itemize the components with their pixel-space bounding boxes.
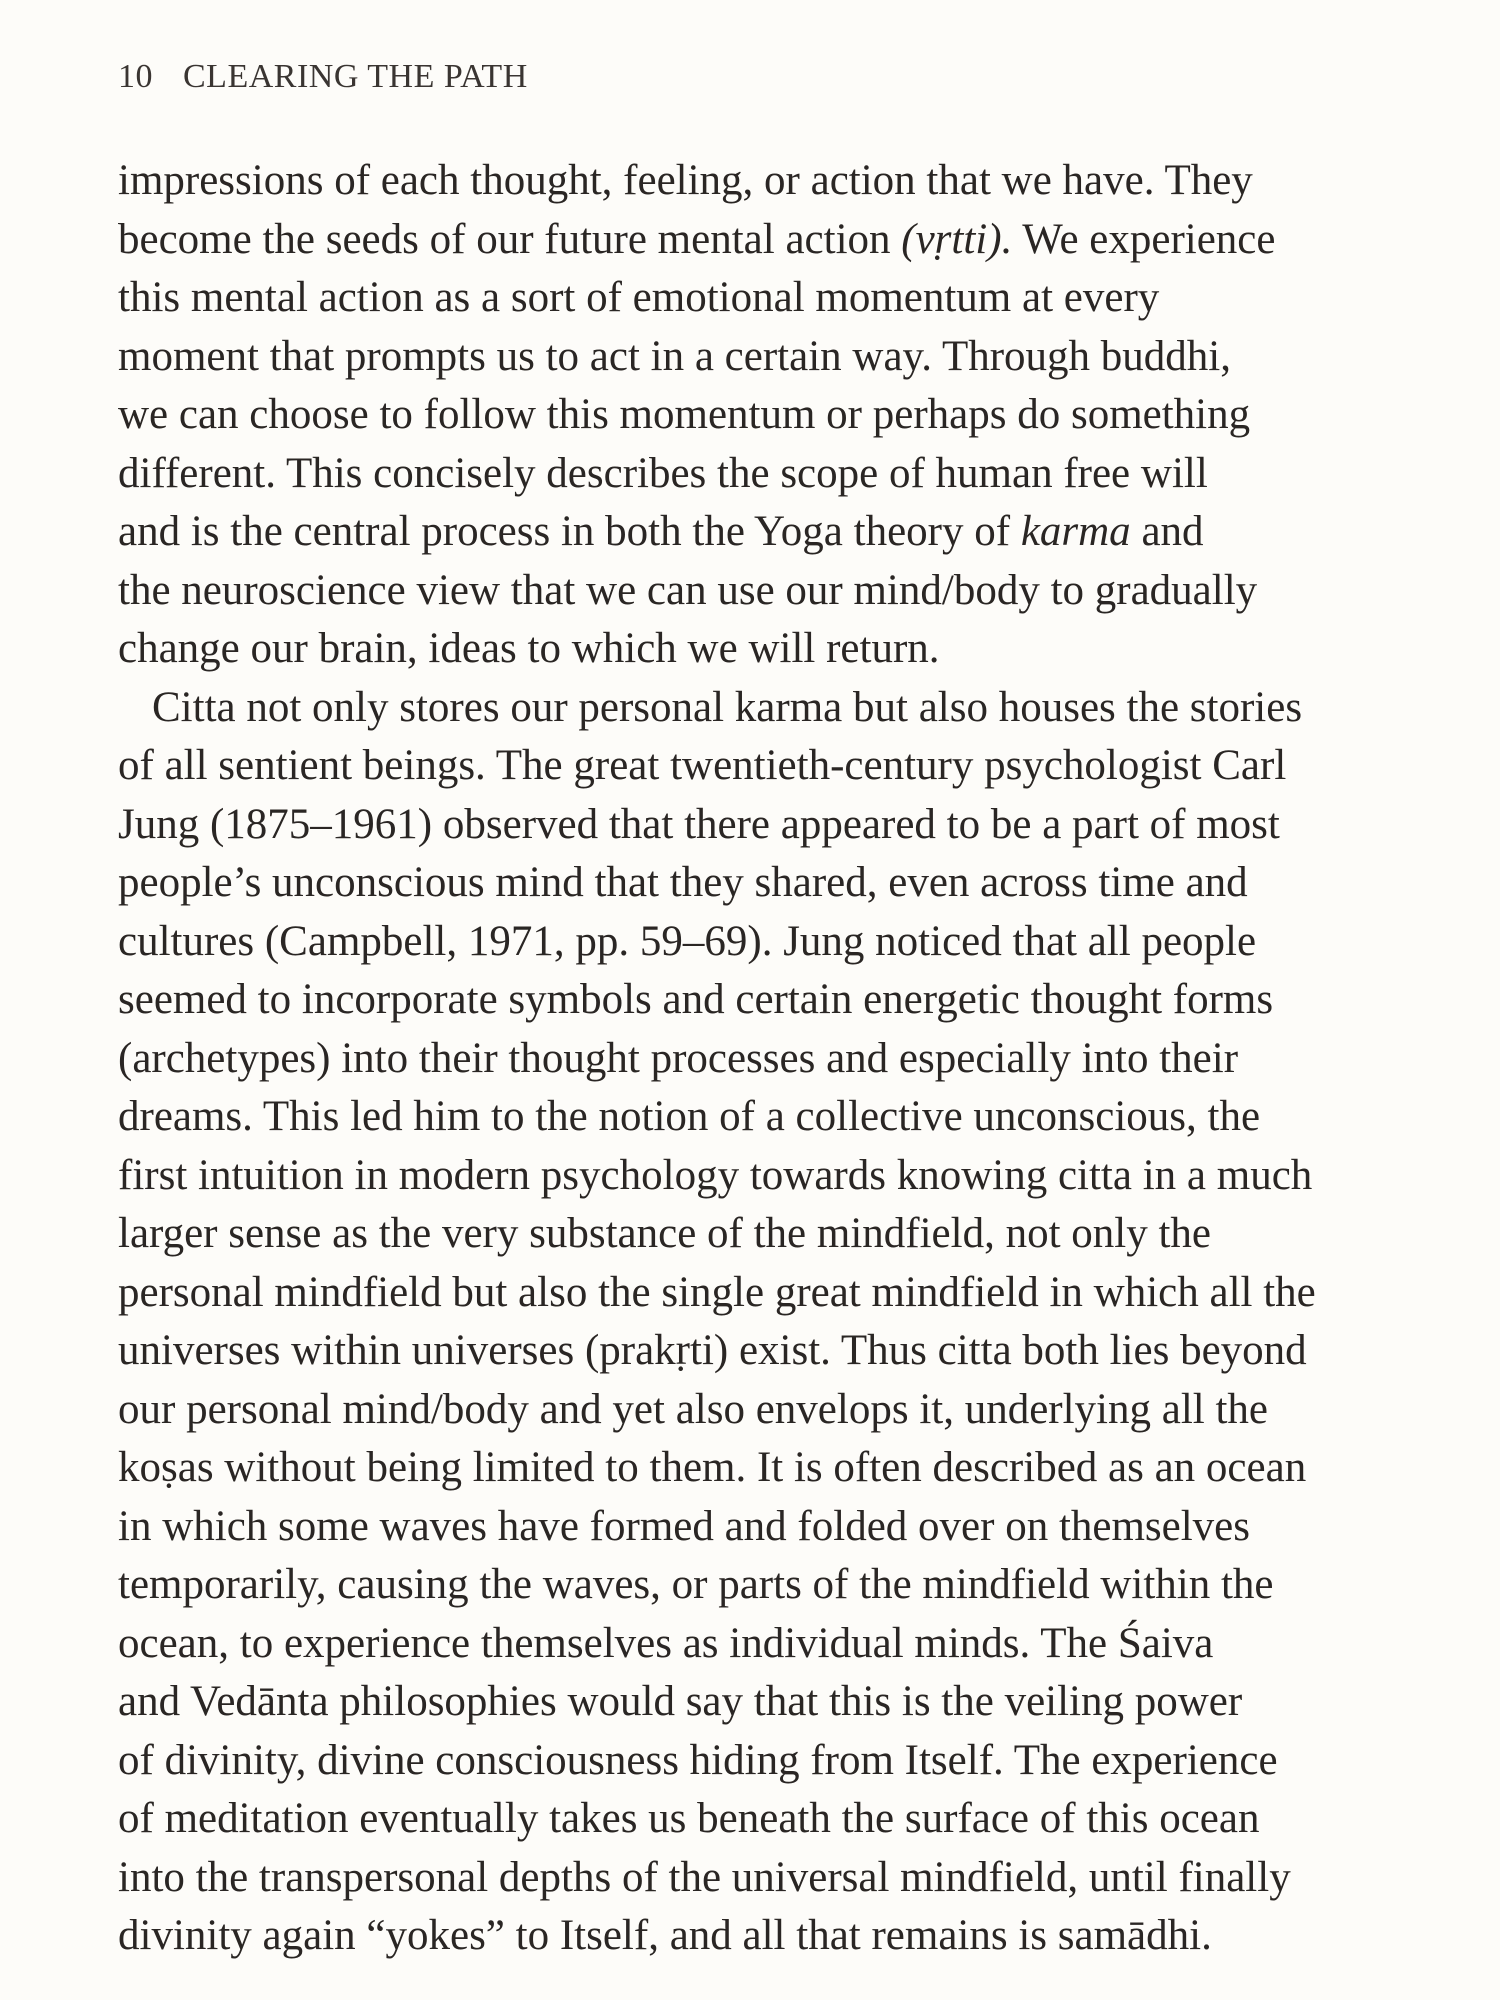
paragraph [118, 679, 1418, 1966]
text-line: (archetypes) into their thought processes and especially into their [118, 1034, 1239, 1082]
text-line: into the transpersonal depths of the universal mindfield, until finally [118, 1853, 1291, 1901]
body-text [118, 152, 1418, 1966]
text-line: Citta not only stores our personal karma but also houses the stories [152, 683, 1303, 731]
text-line: and Vedānta philosophies would say that this is the veiling power [118, 1678, 1243, 1725]
text-line: of divinity, divine consciousness hiding from Itself. The experience [118, 1736, 1278, 1784]
text-line: larger sense as the very substance of the mindfield, not only the [118, 1210, 1212, 1257]
text-line: Jung (1875–1961) observed that there appeared to be a part of most [118, 800, 1280, 848]
text-line: we can choose to follow this momentum or perhaps do something [118, 391, 1251, 438]
text-line: people’s unconscious mind that they shared, even across time and [118, 859, 1248, 906]
text-line: universes within universes (prakṛti) exist. Thus citta both lies beyond [118, 1327, 1307, 1374]
italic-term: (vṛtti). [901, 215, 1013, 263]
text-line: of meditation eventually takes us beneath the surface of this ocean [118, 1795, 1260, 1842]
italic-term: karma [1020, 508, 1131, 555]
text-line: become the seeds of our future mental action (vṛtti). We experience [118, 215, 1276, 263]
running-head [118, 58, 528, 96]
text-line: of all sentient beings. The great twentieth-century psychologist Carl [118, 742, 1287, 789]
text-line: temporarily, causing the waves, or parts of the mindfield within the [118, 1561, 1274, 1608]
text-line: and is the central process in both the Yoga theory of karma and [118, 508, 1204, 555]
text-line: our personal mind/body and yet also envelops it, underlying all the [118, 1385, 1269, 1433]
text-line: ocean, to experience themselves as individual minds. The Śaiva [118, 1619, 1214, 1667]
text-line: this mental action as a sort of emotional momentum at every [118, 274, 1160, 321]
text-line: seemed to incorporate symbols and certain energetic thought forms [118, 976, 1274, 1023]
running-title: CLEARING THE PATH [183, 58, 528, 95]
text-line: moment that prompts us to act in a certain way. Through buddhi, [118, 332, 1232, 380]
text-line: impressions of each thought, feeling, or action that we have. They [118, 157, 1253, 204]
text-line: change our brain, ideas to which we will return. [118, 625, 940, 672]
page-number: 10 [118, 58, 153, 95]
paragraph [118, 152, 1418, 679]
text-line: divinity again “yokes” to Itself, and all that remains is samādhi. [118, 1912, 1212, 1959]
text-line: different. This concisely describes the scope of human free will [118, 449, 1208, 497]
text-line: personal mindfield but also the single great mindfield in which all the [118, 1268, 1316, 1316]
text-line: koṣas without being limited to them. It is often described as an ocean [118, 1444, 1307, 1491]
text-line: in which some waves have formed and folded over on themselves [118, 1502, 1251, 1550]
text-line: cultures (Campbell, 1971, pp. 59–69). Jung noticed that all people [118, 917, 1257, 965]
text-line: the neuroscience view that we can use our mind/body to gradually [118, 566, 1258, 614]
text-line: first intuition in modern psychology towards knowing citta in a much [118, 1151, 1313, 1199]
text-line: dreams. This led him to the notion of a collective unconscious, the [118, 1093, 1261, 1140]
